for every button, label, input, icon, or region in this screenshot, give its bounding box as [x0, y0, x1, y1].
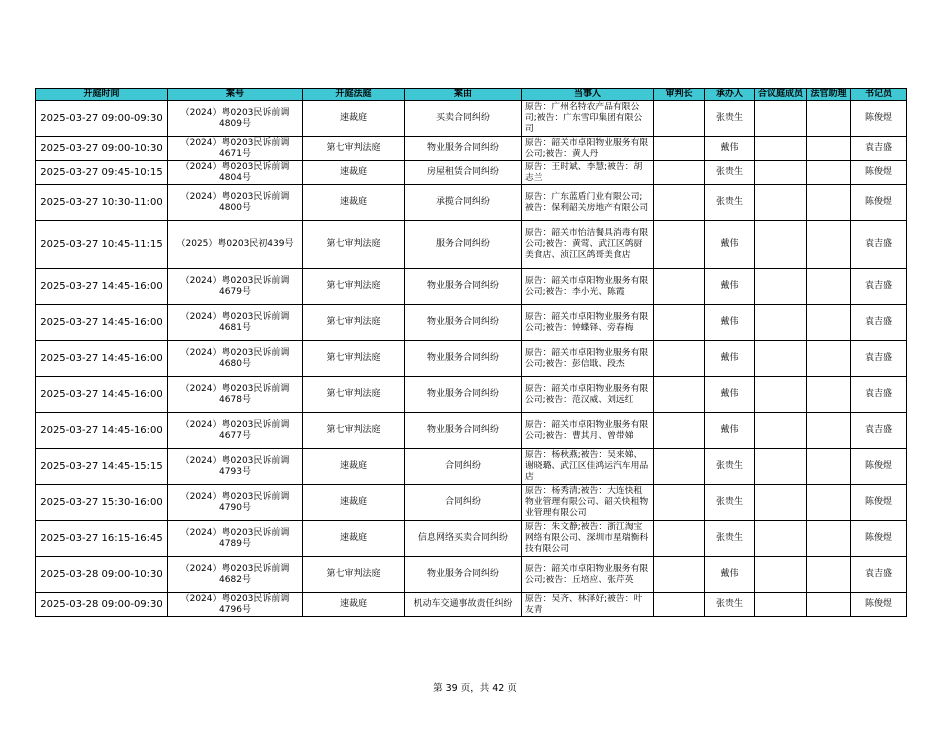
- cell-parties: 原告：广东蓝盾门业有限公司;被告：保利韶关房地产有限公司: [522, 185, 654, 221]
- cell-panel: [755, 305, 807, 341]
- cell-assistant: [807, 221, 851, 269]
- cell-cause: 物业服务合同纠纷: [405, 341, 522, 377]
- cell-panel: [755, 521, 807, 557]
- table-row: [36, 269, 907, 305]
- cell-cause: 物业服务合同纠纷: [405, 269, 522, 305]
- cell-cause: 承揽合同纠纷: [405, 185, 522, 221]
- cell-parties: 原告：王时斌、李慧;被告：胡志兰: [522, 161, 654, 185]
- cell-panel: [755, 161, 807, 185]
- cell-presiding: [654, 413, 705, 449]
- table-row: [36, 341, 907, 377]
- cell-parties: 原告：韶关市卓阳物业服务有限公司;被告：彭信戢、段杰: [522, 341, 654, 377]
- cell-clerk: 陈俊煜: [851, 593, 907, 617]
- cell-time: 2025-03-27 14:45-16:00: [36, 413, 168, 449]
- cell-clerk: 袁吉盛: [851, 413, 907, 449]
- cell-case-no: （2024）粤0203民诉前调4804号: [168, 161, 303, 185]
- cell-panel: [755, 185, 807, 221]
- cell-handler: 戴伟: [705, 413, 755, 449]
- cell-assistant: [807, 557, 851, 593]
- cell-panel: [755, 101, 807, 137]
- cell-time: 2025-03-27 09:00-09:30: [36, 101, 168, 137]
- cell-time: 2025-03-27 09:45-10:15: [36, 161, 168, 185]
- col-header-case-no: 案号: [168, 89, 303, 101]
- cell-cause: 物业服务合同纠纷: [405, 557, 522, 593]
- cell-case-no: （2025）粤0203民初439号: [168, 221, 303, 269]
- cell-panel: [755, 485, 807, 521]
- cell-assistant: [807, 413, 851, 449]
- cell-assistant: [807, 161, 851, 185]
- cell-handler: 张贵生: [705, 161, 755, 185]
- cell-court: 第七审判法庭: [303, 269, 405, 305]
- table-row: [36, 161, 907, 185]
- cell-time: 2025-03-27 16:15-16:45: [36, 521, 168, 557]
- cell-parties: 原告：广州名特农产品有限公司;被告：广东雪印集团有限公司: [522, 101, 654, 137]
- cell-presiding: [654, 377, 705, 413]
- cell-panel: [755, 137, 807, 161]
- cell-time: 2025-03-27 14:45-16:00: [36, 305, 168, 341]
- cell-case-no: （2024）粤0203民诉前调4677号: [168, 413, 303, 449]
- cell-clerk: 袁吉盛: [851, 377, 907, 413]
- cell-court: 第七审判法庭: [303, 221, 405, 269]
- cell-handler: 戴伟: [705, 377, 755, 413]
- cell-panel: [755, 341, 807, 377]
- cell-clerk: 陈俊煜: [851, 185, 907, 221]
- cell-cause: 信息网络买卖合同纠纷: [405, 521, 522, 557]
- cell-presiding: [654, 161, 705, 185]
- cell-clerk: 陈俊煜: [851, 449, 907, 485]
- cell-presiding: [654, 521, 705, 557]
- cell-panel: [755, 557, 807, 593]
- cell-presiding: [654, 341, 705, 377]
- cell-parties: 原告：韶关市卓阳物业服务有限公司;被告：曹其月、曾带娣: [522, 413, 654, 449]
- cell-court: 速裁庭: [303, 485, 405, 521]
- cell-clerk: 陈俊煜: [851, 101, 907, 137]
- cell-court: 第七审判法庭: [303, 341, 405, 377]
- cell-parties: 原告：杨秋燕;被告：吴来娣、谢晓璐、武江区佳鸿运汽车用品店: [522, 449, 654, 485]
- cell-time: 2025-03-27 14:45-15:15: [36, 449, 168, 485]
- cell-panel: [755, 377, 807, 413]
- cell-assistant: [807, 101, 851, 137]
- cell-assistant: [807, 593, 851, 617]
- table-row: [36, 221, 907, 269]
- cell-handler: 戴伟: [705, 557, 755, 593]
- cell-handler: 张贵生: [705, 593, 755, 617]
- cell-assistant: [807, 341, 851, 377]
- table-row: [36, 185, 907, 221]
- cell-parties: 原告：韶关市卓阳物业服务有限公司;被告：钟蝶铎、旁春梅: [522, 305, 654, 341]
- cell-handler: 张贵生: [705, 485, 755, 521]
- cell-assistant: [807, 377, 851, 413]
- cell-parties: 原告：韶关市卓阳物业服务有限公司;被告：范汉威、刘远红: [522, 377, 654, 413]
- col-header-court: 开庭法庭: [303, 89, 405, 101]
- cell-clerk: 袁吉盛: [851, 557, 907, 593]
- cell-case-no: （2024）粤0203民诉前调4679号: [168, 269, 303, 305]
- cell-handler: 戴伟: [705, 137, 755, 161]
- cell-cause: 房屋租赁合同纠纷: [405, 161, 522, 185]
- cell-panel: [755, 449, 807, 485]
- cell-assistant: [807, 269, 851, 305]
- cell-presiding: [654, 449, 705, 485]
- cell-parties: 原告：吴齐、林泽好;被告：叶友青: [522, 593, 654, 617]
- cell-case-no: （2024）粤0203民诉前调4789号: [168, 521, 303, 557]
- cell-panel: [755, 413, 807, 449]
- cell-court: 速裁庭: [303, 185, 405, 221]
- cell-case-no: （2024）粤0203民诉前调4800号: [168, 185, 303, 221]
- cell-time: 2025-03-27 10:30-11:00: [36, 185, 168, 221]
- cell-panel: [755, 269, 807, 305]
- cell-time: 2025-03-28 09:00-10:30: [36, 557, 168, 593]
- cell-presiding: [654, 593, 705, 617]
- cell-court: 第七审判法庭: [303, 377, 405, 413]
- cell-cause: 物业服务合同纠纷: [405, 137, 522, 161]
- cell-clerk: 袁吉盛: [851, 269, 907, 305]
- cell-case-no: （2024）粤0203民诉前调4680号: [168, 341, 303, 377]
- table-row: [36, 305, 907, 341]
- cell-court: 速裁庭: [303, 101, 405, 137]
- col-header-time: 开庭时间: [36, 89, 168, 101]
- cell-handler: 戴伟: [705, 269, 755, 305]
- cell-court: 第七审判法庭: [303, 557, 405, 593]
- cell-cause: 物业服务合同纠纷: [405, 413, 522, 449]
- col-header-parties: 当事人: [522, 89, 654, 101]
- table-row: [36, 377, 907, 413]
- cell-court: 速裁庭: [303, 593, 405, 617]
- cell-cause: 物业服务合同纠纷: [405, 377, 522, 413]
- cell-cause: 服务合同纠纷: [405, 221, 522, 269]
- cell-parties: 原告：杨秀清;被告：大连快租物业管理有限公司、韶关快租物业管理有限公司: [522, 485, 654, 521]
- table-row: [36, 557, 907, 593]
- table-row: [36, 101, 907, 137]
- cell-cause: 物业服务合同纠纷: [405, 305, 522, 341]
- cell-court: 速裁庭: [303, 161, 405, 185]
- cell-time: 2025-03-27 14:45-16:00: [36, 377, 168, 413]
- table-row: [36, 449, 907, 485]
- cell-presiding: [654, 101, 705, 137]
- cell-case-no: （2024）粤0203民诉前调4678号: [168, 377, 303, 413]
- col-header-cause: 案由: [405, 89, 522, 101]
- col-header-handler: 承办人: [705, 89, 755, 101]
- cell-assistant: [807, 449, 851, 485]
- page-number: 第 39 页，共 42 页: [433, 683, 517, 694]
- cell-assistant: [807, 305, 851, 341]
- cell-handler: 戴伟: [705, 341, 755, 377]
- cell-court: 第七审判法庭: [303, 305, 405, 341]
- cell-handler: 张贵生: [705, 449, 755, 485]
- table-row: [36, 137, 907, 161]
- col-header-clerk: 书记员: [851, 89, 907, 101]
- cell-time: 2025-03-28 09:00-09:30: [36, 593, 168, 617]
- cell-parties: 原告：朱文静;被告：浙江淘宝网络有限公司、深圳市星瑞衡科技有限公司: [522, 521, 654, 557]
- cell-case-no: （2024）粤0203民诉前调4681号: [168, 305, 303, 341]
- cell-case-no: （2024）粤0203民诉前调4671号: [168, 137, 303, 161]
- cell-handler: 张贵生: [705, 521, 755, 557]
- cell-presiding: [654, 485, 705, 521]
- cell-clerk: 陈俊煜: [851, 161, 907, 185]
- cell-clerk: 袁吉盛: [851, 137, 907, 161]
- cell-time: 2025-03-27 10:45-11:15: [36, 221, 168, 269]
- cell-parties: 原告：韶关市卓阳物业服务有限公司;被告：李小光、陈霞: [522, 269, 654, 305]
- cell-presiding: [654, 221, 705, 269]
- table-row: [36, 593, 907, 617]
- cell-handler: 戴伟: [705, 305, 755, 341]
- cell-cause: 机动车交通事故责任纠纷: [405, 593, 522, 617]
- cell-court: 第七审判法庭: [303, 413, 405, 449]
- cell-cause: 买卖合同纠纷: [405, 101, 522, 137]
- cell-parties: 原告：韶关市怡洁餐具消毒有限公司;被告：黄莺、武江区鸽厨美食店、浈江区鸽哥美食店: [522, 221, 654, 269]
- cell-clerk: 袁吉盛: [851, 341, 907, 377]
- cell-presiding: [654, 269, 705, 305]
- cell-time: 2025-03-27 14:45-16:00: [36, 269, 168, 305]
- cell-case-no: （2024）粤0203民诉前调4793号: [168, 449, 303, 485]
- cell-court: 第七审判法庭: [303, 137, 405, 161]
- cell-handler: 张贵生: [705, 101, 755, 137]
- cell-assistant: [807, 485, 851, 521]
- cell-cause: 合同纠纷: [405, 485, 522, 521]
- cell-presiding: [654, 185, 705, 221]
- cell-panel: [755, 593, 807, 617]
- cell-case-no: （2024）粤0203民诉前调4790号: [168, 485, 303, 521]
- cell-presiding: [654, 305, 705, 341]
- cell-cause: 合同纠纷: [405, 449, 522, 485]
- cell-parties: 原告：韶关市卓阳物业服务有限公司;被告：黄人丹: [522, 137, 654, 161]
- cell-assistant: [807, 521, 851, 557]
- table-row: [36, 413, 907, 449]
- cell-time: 2025-03-27 15:30-16:00: [36, 485, 168, 521]
- col-header-assistant: 法官助理: [807, 89, 851, 101]
- cell-court: 速裁庭: [303, 449, 405, 485]
- cell-case-no: （2024）粤0203民诉前调4682号: [168, 557, 303, 593]
- header-row: [36, 89, 907, 101]
- cell-court: 速裁庭: [303, 521, 405, 557]
- cell-clerk: 陈俊煜: [851, 521, 907, 557]
- cell-handler: 张贵生: [705, 185, 755, 221]
- table-row: [36, 521, 907, 557]
- cell-clerk: 袁吉盛: [851, 221, 907, 269]
- cell-time: 2025-03-27 09:00-10:30: [36, 137, 168, 161]
- cell-time: 2025-03-27 14:45-16:00: [36, 341, 168, 377]
- cell-handler: 戴伟: [705, 221, 755, 269]
- cell-clerk: 袁吉盛: [851, 305, 907, 341]
- col-header-presiding: 审判长: [654, 89, 705, 101]
- cell-parties: 原告：韶关市卓阳物业服务有限公司;被告：丘培应、张芹英: [522, 557, 654, 593]
- cell-clerk: 陈俊煜: [851, 485, 907, 521]
- table-row: [36, 485, 907, 521]
- cell-panel: [755, 221, 807, 269]
- cell-case-no: （2024）粤0203民诉前调4809号: [168, 101, 303, 137]
- cell-presiding: [654, 557, 705, 593]
- cell-presiding: [654, 137, 705, 161]
- cell-assistant: [807, 185, 851, 221]
- hearing-schedule-table: [35, 88, 907, 617]
- col-header-panel: 合议庭成员: [755, 89, 807, 101]
- cell-assistant: [807, 137, 851, 161]
- cell-case-no: （2024）粤0203民诉前调4796号: [168, 593, 303, 617]
